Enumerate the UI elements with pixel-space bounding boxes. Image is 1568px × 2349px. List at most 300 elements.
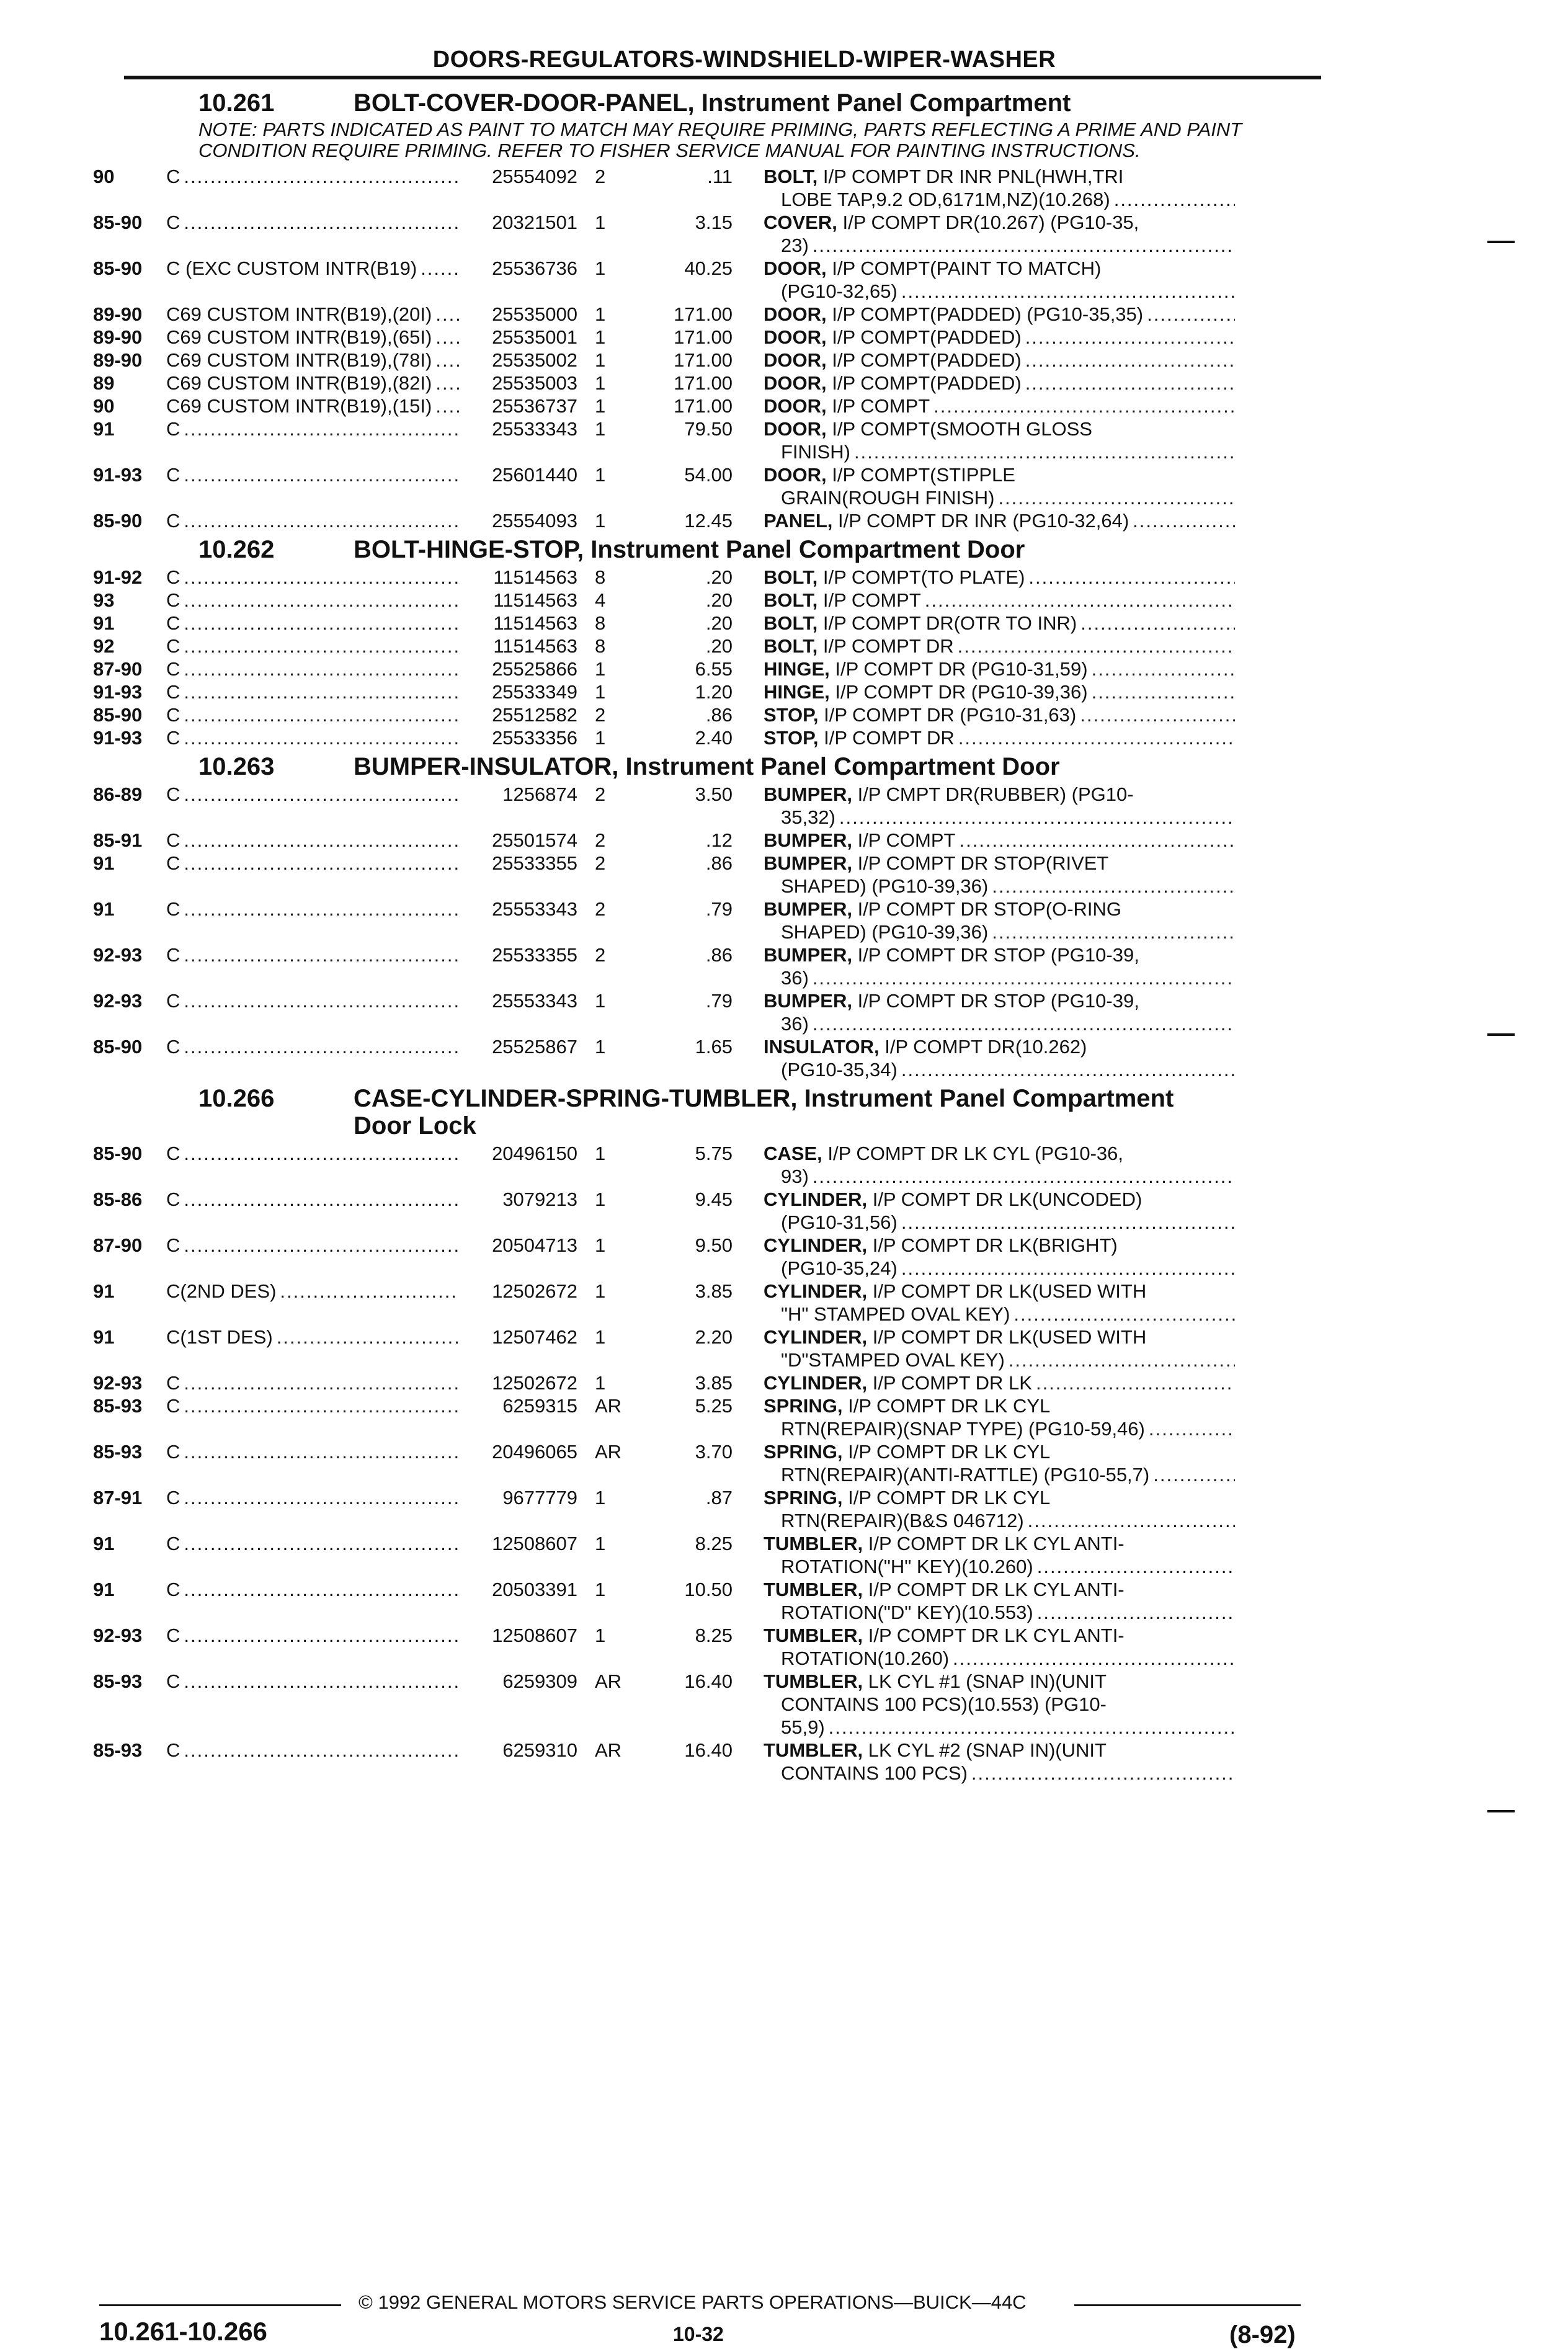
part-row: [93, 1280, 1321, 1326]
section-title: [354, 536, 1321, 563]
description-detail: I/P COMPT DR (PG10-39,36): [835, 681, 1088, 703]
price: 5.75: [695, 1143, 733, 1164]
usage-code: [166, 303, 463, 326]
part-number: 12508607: [492, 1533, 577, 1554]
quantity: AR: [595, 1395, 622, 1417]
part-row: [93, 680, 1321, 703]
part-number: 11514563: [493, 635, 577, 657]
footer-rule-right: [1074, 2304, 1301, 2306]
price: 171.00: [674, 395, 733, 417]
description-text: [764, 417, 1092, 440]
usage-code-text: C: [166, 829, 180, 851]
description: [733, 349, 1235, 372]
quantity: 1: [595, 510, 606, 532]
part-row: [93, 612, 1321, 635]
description-continuation-text: ROTATION(10.260): [781, 1647, 950, 1669]
leader-dots: [959, 829, 1235, 852]
description-text: [764, 1035, 1087, 1058]
model-years: 92-93: [93, 990, 143, 1012]
description-detail: LK CYL #1 (SNAP IN)(UNIT: [868, 1670, 1107, 1692]
description: [733, 829, 1235, 852]
part-number: 9677779: [502, 1487, 577, 1509]
leader-dots: [184, 1486, 459, 1532]
price: .20: [705, 589, 733, 611]
leader-dots: [1080, 703, 1235, 726]
leader-dots: [901, 280, 1235, 303]
description-detail: I/P COMPT DR INR PNL(HWH,TRI: [822, 166, 1124, 187]
usage-code-text: C69 CUSTOM INTR(B19),(78I): [166, 349, 432, 371]
leader-dots: [184, 1371, 459, 1394]
price: 3.15: [695, 212, 733, 233]
part-row: [93, 1624, 1321, 1670]
description-line: [764, 635, 1235, 657]
description-continuation: [764, 1762, 1235, 1785]
description: [733, 1142, 1235, 1188]
usage-code: [166, 589, 463, 612]
description-continuation-text: RTN(REPAIR)(ANTI-RATTLE) (PG10-55,7): [781, 1464, 1150, 1486]
usage-code-text: C: [166, 704, 180, 726]
description-keyword: TUMBLER,: [764, 1625, 863, 1646]
model-years: 91: [93, 852, 115, 874]
description-keyword: DOOR,: [764, 395, 827, 417]
leader-dots: [280, 1280, 459, 1326]
leader-dots: [184, 989, 459, 1035]
model-years: 85-90: [93, 510, 143, 532]
leader-dots: [184, 1394, 459, 1440]
description-continuation: [764, 1417, 1235, 1440]
description-continuation: [764, 966, 1235, 989]
part-row: [93, 165, 1321, 211]
leader-dots: [1013, 1303, 1235, 1326]
description-continuation: [764, 806, 1235, 829]
description-line: [764, 417, 1235, 440]
part-number: 11514563: [493, 566, 577, 588]
description-continuation-text: (PG10-35,34): [781, 1059, 898, 1081]
usage-code-text: C: [166, 1188, 180, 1210]
usage-code: [166, 612, 463, 635]
usage-code: [166, 1188, 463, 1234]
description: [733, 943, 1235, 989]
leader-dots: [933, 394, 1235, 417]
description-text: [764, 852, 1108, 875]
leader-dots: [184, 1578, 459, 1624]
part-number: 12502672: [492, 1372, 577, 1394]
usage-code: [166, 1624, 463, 1670]
part-number: 12507462: [492, 1326, 577, 1348]
description-detail: I/P CMPT DR(RUBBER) (PG10-: [857, 783, 1134, 805]
leader-dots: [813, 234, 1235, 257]
section-subtitle: Door Lock: [354, 1112, 476, 1139]
model-years: 85-91: [93, 829, 143, 851]
part-row: [93, 1440, 1321, 1486]
usage-code-text: C: [166, 1143, 180, 1164]
usage-code: [166, 326, 463, 349]
leader-dots: [813, 1012, 1235, 1035]
price: 9.50: [695, 1234, 733, 1256]
description-line: [764, 509, 1235, 532]
description-detail: I/P COMPT(PADDED): [832, 326, 1022, 348]
description-keyword: DOOR,: [764, 326, 827, 348]
description-line: [764, 1280, 1235, 1303]
usage-code-text: C: [166, 944, 180, 966]
description-text: [764, 989, 1139, 1012]
description-text: [764, 1670, 1107, 1693]
description: [733, 680, 1235, 703]
model-years: 91: [93, 1579, 115, 1600]
usage-code-text: C69 CUSTOM INTR(B19),(20I): [166, 303, 432, 325]
usage-code: [166, 1234, 463, 1280]
description: [733, 1280, 1235, 1326]
description-keyword: BOLT,: [764, 166, 818, 187]
usage-code: [166, 726, 463, 749]
part-number: 6259310: [502, 1739, 577, 1761]
usage-code: [166, 1486, 463, 1532]
description-continuation: [764, 234, 1235, 257]
quantity: 1: [595, 418, 606, 440]
usage-code-text: C: [166, 1625, 180, 1646]
description-text: [764, 898, 1121, 920]
description-text: [764, 1532, 1125, 1555]
description-text: [764, 1142, 1123, 1165]
description-keyword: BUMPER,: [764, 944, 852, 966]
description-continuation: [764, 1601, 1235, 1624]
leader-dots: [184, 589, 459, 612]
description-line: [764, 703, 1235, 726]
part-row: [93, 1394, 1321, 1440]
description-line: [764, 349, 1235, 372]
description-line: [764, 1035, 1235, 1058]
model-years: 91: [93, 1280, 115, 1302]
part-number: 25525867: [492, 1036, 577, 1058]
leader-dots: [184, 1142, 459, 1188]
leader-dots: [971, 1762, 1235, 1785]
part-row: [93, 303, 1321, 326]
usage-code-text: C: [166, 1395, 180, 1417]
part-number: 25533343: [492, 418, 577, 440]
quantity: 1: [595, 1234, 606, 1256]
price: .20: [705, 566, 733, 588]
description: [733, 1440, 1235, 1486]
leader-dots: [184, 1532, 459, 1578]
part-number: 12502672: [492, 1280, 577, 1302]
usage-code-text: C: [166, 418, 180, 440]
description: [733, 303, 1235, 326]
description-line: [764, 1739, 1235, 1762]
description-text: [764, 1394, 1050, 1417]
usage-code-text: C: [166, 681, 180, 703]
part-row: [93, 657, 1321, 680]
model-years: 87-90: [93, 1234, 143, 1256]
description-continuation-text: 35,32): [781, 806, 835, 828]
description-detail: I/P COMPT DR: [824, 727, 955, 749]
usage-code-text: C: [166, 1670, 180, 1692]
description: [733, 417, 1235, 463]
quantity: 2: [595, 852, 606, 874]
usage-code-text: C(1ST DES): [166, 1326, 273, 1348]
usage-code-text: C: [166, 1579, 180, 1600]
section-title-text: BUMPER-INSULATOR, Instrument Panel Compartment Door: [354, 753, 1060, 780]
part-row: [93, 703, 1321, 726]
description-line: [764, 989, 1235, 1012]
part-number: 25512582: [492, 704, 577, 726]
part-number: 3079213: [502, 1188, 577, 1210]
description-line: [764, 1234, 1235, 1257]
description-detail: I/P COMPT(PADDED): [832, 372, 1022, 394]
price: 171.00: [674, 372, 733, 394]
quantity: 2: [595, 783, 606, 805]
description-continuation-text: (PG10-32,65): [781, 280, 898, 302]
description: [733, 257, 1235, 303]
description-keyword: BOLT,: [764, 589, 818, 611]
leader-dots: [1028, 1509, 1235, 1532]
usage-code: [166, 783, 463, 829]
leader-dots: [1153, 1463, 1235, 1486]
part-row: [93, 211, 1321, 257]
description-text: [764, 943, 1139, 966]
description-detail: I/P COMPT(SMOOTH GLOSS: [832, 418, 1092, 440]
description-text: [764, 612, 1077, 635]
leader-dots: [184, 829, 459, 852]
leader-dots: [958, 726, 1235, 749]
price: .86: [705, 704, 733, 726]
description-continuation: [764, 280, 1235, 303]
margin-mark: [1487, 1810, 1515, 1812]
quantity: 8: [595, 635, 606, 657]
description-line: [764, 1532, 1235, 1555]
description-keyword: BOLT,: [764, 612, 818, 634]
part-row: [93, 829, 1321, 852]
part-row: [93, 943, 1321, 989]
description-continuation: [764, 1058, 1235, 1081]
description-keyword: BUMPER,: [764, 829, 852, 851]
description-continuation: [764, 1303, 1235, 1326]
usage-code-text: C: [166, 464, 180, 486]
usage-code-text: C: [166, 566, 180, 588]
description-detail: I/P COMPT DR LK CYL: [848, 1395, 1051, 1417]
quantity: 1: [595, 395, 606, 417]
usage-code: [166, 680, 463, 703]
price: 10.50: [684, 1579, 733, 1600]
description-line: [764, 726, 1235, 749]
description-keyword: CYLINDER,: [764, 1372, 868, 1394]
description-detail: LK CYL #2 (SNAP IN)(UNIT: [868, 1739, 1107, 1761]
description: [733, 1624, 1235, 1670]
description-continuation: [764, 188, 1235, 211]
description-text: [764, 829, 955, 852]
usage-code: [166, 703, 463, 726]
usage-code: [166, 1142, 463, 1188]
usage-code: [166, 635, 463, 657]
quantity: AR: [595, 1739, 622, 1761]
description-detail: I/P COMPT DR STOP(RIVET: [857, 852, 1109, 874]
leader-dots: [184, 680, 459, 703]
model-years: 85-90: [93, 1036, 143, 1058]
price: .12: [705, 829, 733, 851]
leader-dots: [184, 463, 459, 509]
description-detail: I/P COMPT: [822, 589, 921, 611]
part-row: [93, 326, 1321, 349]
part-number: 25533355: [492, 852, 577, 874]
model-years: 89-90: [93, 326, 143, 348]
description-line: [764, 394, 1235, 417]
usage-code: [166, 257, 463, 303]
description-detail: I/P COMPT DR LK CYL: [848, 1487, 1051, 1509]
part-row: [93, 1670, 1321, 1739]
description-continuation: [764, 1647, 1235, 1670]
section-title-text: BOLT-HINGE-STOP, Instrument Panel Compartment Door: [354, 536, 1025, 563]
description: [733, 372, 1235, 394]
leader-dots: [421, 257, 459, 303]
part-row: [93, 1578, 1321, 1624]
quantity: 1: [595, 372, 606, 394]
description-keyword: CYLINDER,: [764, 1188, 868, 1210]
price: 5.25: [695, 1395, 733, 1417]
price: 8.25: [695, 1533, 733, 1554]
description: [733, 394, 1235, 417]
leader-dots: [1036, 1371, 1235, 1394]
quantity: 2: [595, 829, 606, 851]
description-text: [764, 1326, 1146, 1348]
usage-code: [166, 1394, 463, 1440]
usage-code: [166, 349, 463, 372]
part-number: 25525866: [492, 658, 577, 680]
description: [733, 1486, 1235, 1532]
description-detail: I/P COMPT DR INR (PG10-32,64): [838, 510, 1129, 532]
leader-dots: [901, 1211, 1235, 1234]
usage-code-text: C: [166, 212, 180, 233]
usage-code-text: C: [166, 1036, 180, 1058]
leader-dots: [1080, 612, 1235, 635]
description-keyword: DOOR,: [764, 303, 827, 325]
quantity: 8: [595, 566, 606, 588]
leader-dots: [184, 1440, 459, 1486]
quantity: 1: [595, 1625, 606, 1646]
description-keyword: TUMBLER,: [764, 1670, 863, 1692]
part-number: 11514563: [493, 612, 577, 634]
description-continuation-text: CONTAINS 100 PCS)(10.553) (PG10-: [781, 1693, 1107, 1715]
usage-code: [166, 1371, 463, 1394]
description-continuation-text: (PG10-31,56): [781, 1211, 898, 1233]
description-continuation: [764, 1716, 1235, 1739]
margin-mark: [1487, 241, 1515, 243]
price: .79: [705, 990, 733, 1012]
description-line: [764, 1670, 1235, 1693]
quantity: 4: [595, 589, 606, 611]
description-text: [764, 589, 921, 612]
usage-code: [166, 372, 463, 394]
description-detail: I/P COMPT DR(10.267) (PG10-35,: [842, 212, 1139, 233]
description: [733, 1670, 1235, 1739]
quantity: 2: [595, 704, 606, 726]
section-number: 10.266: [198, 1085, 275, 1112]
description-continuation: [764, 1165, 1235, 1188]
model-years: 91: [93, 612, 115, 634]
description: [733, 1188, 1235, 1234]
description-line: [764, 852, 1235, 875]
description-keyword: STOP,: [764, 727, 819, 749]
price: 9.45: [695, 1188, 733, 1210]
description-continuation-text: 55,9): [781, 1716, 825, 1738]
price: 16.40: [684, 1670, 733, 1692]
price: 2.40: [695, 727, 733, 749]
model-years: 85-93: [93, 1441, 143, 1463]
price: 8.25: [695, 1625, 733, 1646]
description-detail: I/P COMPT DR(10.262): [884, 1036, 1087, 1058]
section-number: 10.262: [198, 536, 275, 563]
usage-code-text: C: [166, 1739, 180, 1761]
description-detail: I/P COMPT DR STOP(O-RING: [857, 898, 1122, 920]
description-text: [764, 257, 1101, 280]
description-detail: I/P COMPT DR LK(BRIGHT): [872, 1234, 1118, 1256]
leader-dots: [184, 783, 459, 829]
description-text: [764, 566, 1025, 589]
part-number: 25533355: [492, 944, 577, 966]
leader-dots: [901, 1257, 1235, 1280]
section-title-text: BOLT-COVER-DOOR-PANEL, Instrument Panel Compartment: [354, 89, 1071, 117]
usage-code-text: C(2ND DES): [166, 1280, 277, 1302]
description-text: [764, 1624, 1125, 1647]
price: 3.70: [695, 1441, 733, 1463]
model-years: 90: [93, 395, 115, 417]
section-heading: [93, 536, 1321, 563]
description-detail: I/P COMPT(PAINT TO MATCH): [832, 257, 1102, 279]
price: 2.20: [695, 1326, 733, 1348]
description-keyword: CASE,: [764, 1143, 822, 1164]
quantity: 1: [595, 1533, 606, 1554]
leader-dots: [184, 898, 459, 943]
leader-dots: [901, 1058, 1235, 1081]
model-years: 92-93: [93, 1372, 143, 1394]
model-years: 85-86: [93, 1188, 143, 1210]
description-detail: I/P COMPT DR LK CYL ANTI-: [868, 1625, 1125, 1646]
usage-code-text: C: [166, 166, 180, 187]
description-continuation: [764, 1257, 1235, 1280]
leader-dots: [854, 440, 1235, 463]
description-line: [764, 657, 1235, 680]
part-row: [93, 417, 1321, 463]
description: [733, 852, 1235, 898]
footer-rule-left: [99, 2304, 341, 2306]
description-text: [764, 1280, 1146, 1303]
price: .20: [705, 612, 733, 634]
leader-dots: [1037, 1555, 1235, 1578]
section-title-text: CASE-CYLINDER-SPRING-TUMBLER, Instrument Panel Compartment: [354, 1085, 1174, 1112]
description-continuation: [764, 1693, 1235, 1716]
part-row: [93, 509, 1321, 532]
model-years: 85-90: [93, 704, 143, 726]
leader-dots: [184, 943, 459, 989]
description-line: [764, 1578, 1235, 1601]
price: .79: [705, 898, 733, 920]
quantity: 1: [595, 727, 606, 749]
leader-dots: [1147, 303, 1235, 326]
quantity: 1: [595, 212, 606, 233]
section-note: NOTE: PARTS INDICATED AS PAINT TO MATCH MAY REQUIRE PRIMING, PARTS REFLECTING A PRIME AND PAINT CONDITION REQUIRE PRIMING. REFER TO FISHER SERVICE MANUAL FOR PAINTING INSTRUCTIONS.: [198, 118, 1242, 161]
usage-code-text: C: [166, 635, 180, 657]
section-heading: [93, 753, 1321, 780]
model-years: 85-90: [93, 212, 143, 233]
description-continuation-text: "D"STAMPED OVAL KEY): [781, 1349, 1005, 1371]
leader-dots: [1149, 1417, 1235, 1440]
quantity: 1: [595, 990, 606, 1012]
leader-dots: [992, 875, 1235, 898]
description-continuation-text: ROTATION("H" KEY)(10.260): [781, 1556, 1033, 1577]
part-number: 20321501: [492, 212, 577, 233]
description-keyword: CYLINDER,: [764, 1326, 868, 1348]
description-text: [764, 1371, 1032, 1394]
quantity: 1: [595, 1036, 606, 1058]
description-continuation: [764, 486, 1235, 509]
